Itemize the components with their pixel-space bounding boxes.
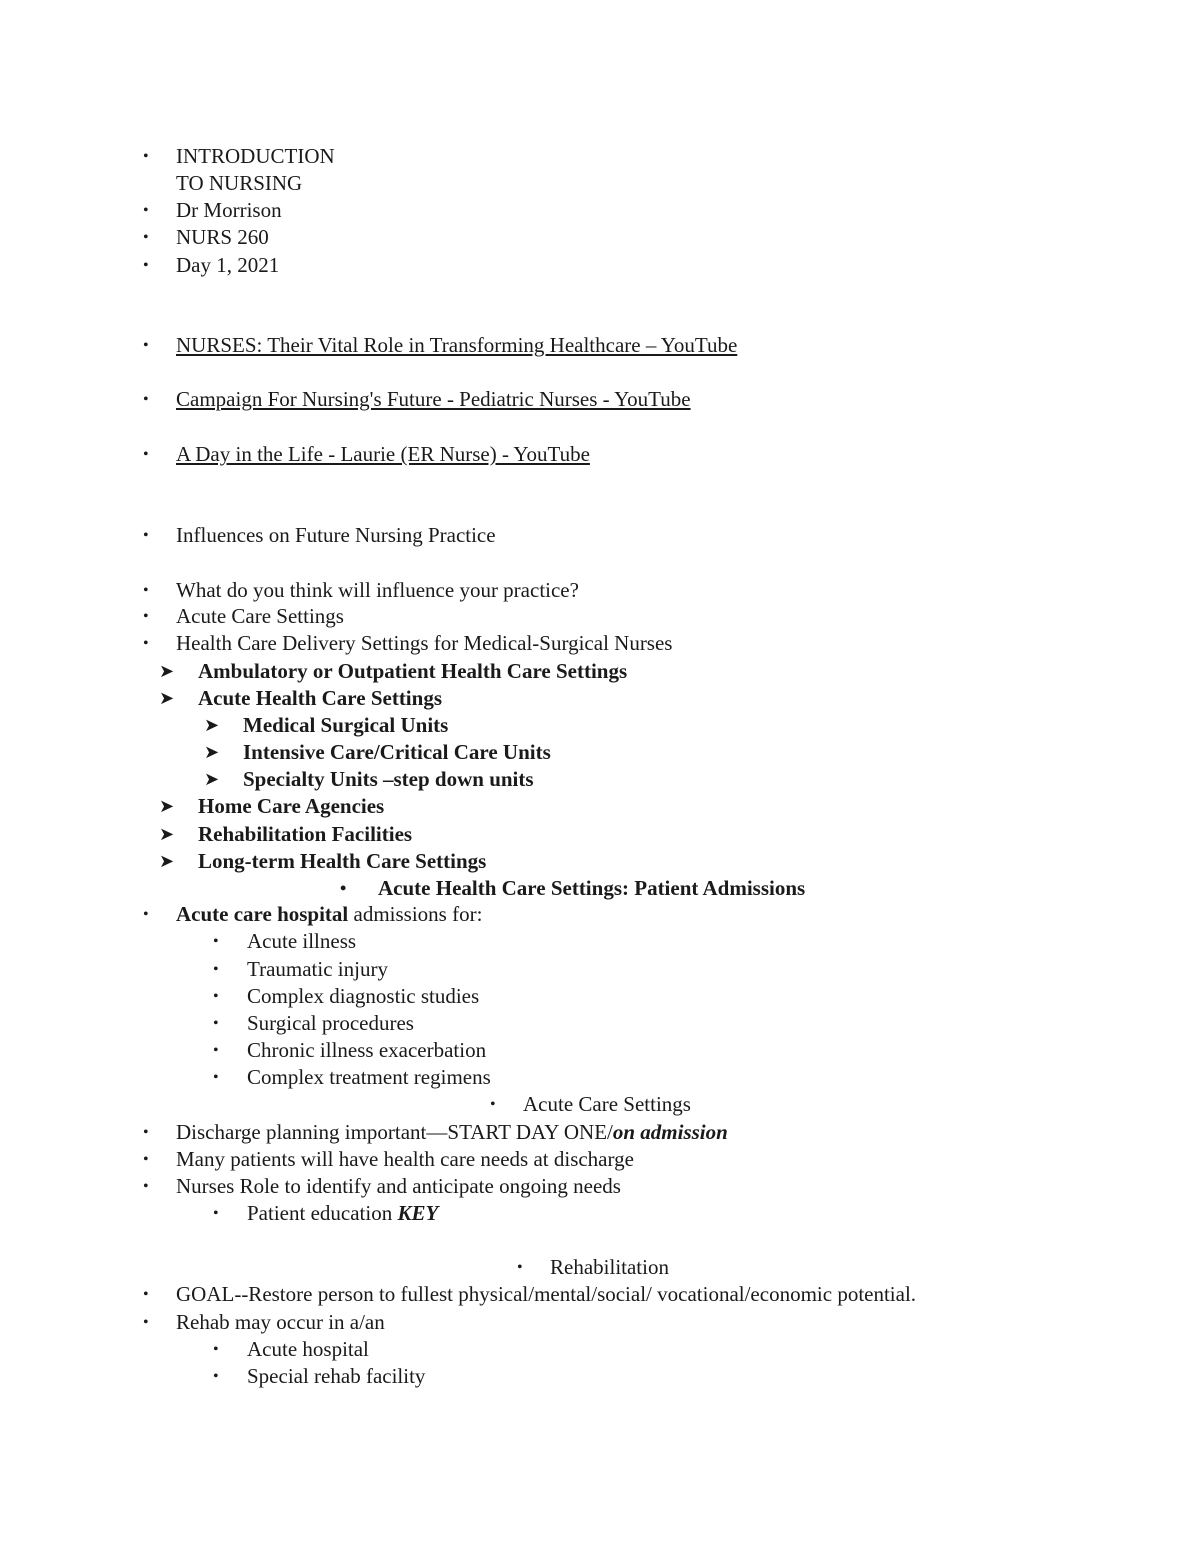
setting-label: Rehabilitation Facilities <box>198 822 413 846</box>
patient-education <box>247 1200 438 1227</box>
delivery-settings-text: Health Care Delivery Settings for Medical-Surgical Nurses <box>176 631 673 655</box>
setting-sublabel: Intensive Care/Critical Care Units <box>243 740 551 764</box>
bullet-icon: • <box>143 257 149 274</box>
admission-reason: Acute illness <box>247 929 357 953</box>
video-link-er-nurse[interactable]: A Day in the Life - Laurie (ER Nurse) - YouTube <box>176 442 590 466</box>
influence-question: What do you think will influence your practice? <box>176 578 579 602</box>
bullet-icon: • <box>213 1069 219 1086</box>
course-code: NURS 260 <box>176 225 269 249</box>
bullet-icon: • <box>143 1286 149 1303</box>
bullet-icon: • <box>143 1178 149 1195</box>
bullet-icon: • <box>517 1259 523 1276</box>
section-heading-influences: Influences on Future Nursing Practice <box>176 523 496 547</box>
bullet-icon: • <box>213 1368 219 1385</box>
admission-reason: Chronic illness exacerbation <box>247 1038 487 1062</box>
admissions-intro <box>176 901 482 928</box>
arrow-bullet-icon: ➤ <box>204 742 220 763</box>
arrow-bullet-icon: ➤ <box>204 715 220 736</box>
bullet-icon: • <box>213 1341 219 1358</box>
bullet-icon: • <box>143 202 149 219</box>
section-heading-admissions: Acute Health Care Settings: Patient Admissions <box>378 876 806 900</box>
rehab-goal: GOAL--Restore person to fullest physical/mental/social/ vocational/economic potential. <box>176 1282 917 1306</box>
acute-care-settings-text: Acute Care Settings <box>176 604 344 628</box>
admissions-intro-rest: admissions for: <box>348 902 483 926</box>
bullet-icon: • <box>143 906 149 923</box>
arrow-bullet-icon: ➤ <box>159 851 175 872</box>
admission-reason: Surgical procedures <box>247 1011 414 1035</box>
discharge-needs: Many patients will have health care needs at discharge <box>176 1147 634 1171</box>
bullet-icon: • <box>143 1314 149 1331</box>
bullet-icon: • <box>143 582 149 599</box>
rehab-place: Special rehab facility <box>247 1364 426 1388</box>
bullet-icon: • <box>213 961 219 978</box>
bullet-icon: • <box>143 1124 149 1141</box>
document-title: INTRODUCTION <box>176 144 335 168</box>
rehab-occur: Rehab may occur in a/an <box>176 1310 385 1334</box>
video-link-pediatric-nurses[interactable]: Campaign For Nursing's Future - Pediatric Nurses - YouTube <box>176 387 691 411</box>
arrow-bullet-icon: ➤ <box>159 796 175 817</box>
discharge-planning <box>176 1119 728 1146</box>
setting-label: Acute Health Care Settings <box>198 686 442 710</box>
bullet-icon: • <box>213 933 219 950</box>
bullet-icon: • <box>213 1205 219 1222</box>
nurses-role: Nurses Role to identify and anticipate ongoing needs <box>176 1174 621 1198</box>
bullet-icon: • <box>213 1015 219 1032</box>
setting-label: Ambulatory or Outpatient Health Care Settings <box>198 659 628 683</box>
admission-reason: Complex treatment regimens <box>247 1065 491 1089</box>
setting-sublabel: Specialty Units –step down units <box>243 767 534 791</box>
bullet-icon: • <box>143 391 149 408</box>
bullet-icon: • <box>143 337 149 354</box>
admission-reason: Complex diagnostic studies <box>247 984 480 1008</box>
bullet-icon: • <box>490 1096 496 1113</box>
section-heading-rehab: Rehabilitation <box>550 1255 669 1279</box>
instructor-name: Dr Morrison <box>176 198 282 222</box>
course-day: Day 1, 2021 <box>176 253 280 277</box>
arrow-bullet-icon: ➤ <box>159 661 175 682</box>
bullet-icon: • <box>213 1042 219 1059</box>
bullet-icon: • <box>143 229 149 246</box>
arrow-bullet-icon: ➤ <box>159 824 175 845</box>
document-title-continued: TO NURSING <box>176 171 303 195</box>
bullet-icon: • <box>143 635 149 652</box>
arrow-bullet-icon: ➤ <box>204 769 220 790</box>
bullet-icon: • <box>143 148 149 165</box>
patient-education-emphasis: KEY <box>397 1201 439 1225</box>
bullet-icon: • <box>143 1151 149 1168</box>
bullet-icon: • <box>143 527 149 544</box>
admission-reason: Traumatic injury <box>247 957 388 981</box>
bullet-icon: • <box>340 878 347 898</box>
section-heading-acute-care: Acute Care Settings <box>523 1092 691 1116</box>
bullet-icon: • <box>143 446 149 463</box>
setting-label: Home Care Agencies <box>198 794 385 818</box>
discharge-planning-text: Discharge planning important—START DAY ONE/ <box>176 1120 613 1144</box>
video-link-nurses-vital-role[interactable]: NURSES: Their Vital Role in Transforming Healthcare – YouTube <box>176 333 738 357</box>
setting-sublabel: Medical Surgical Units <box>243 713 449 737</box>
list-item-continuation <box>176 170 302 197</box>
rehab-place: Acute hospital <box>247 1337 369 1361</box>
patient-education-text: Patient education <box>247 1201 398 1225</box>
bullet-icon: • <box>213 988 219 1005</box>
bullet-icon: • <box>143 608 149 625</box>
discharge-planning-emphasis: on admission <box>612 1120 728 1144</box>
setting-label: Long-term Health Care Settings <box>198 849 487 873</box>
admissions-intro-bold: Acute care hospital <box>176 902 349 926</box>
arrow-bullet-icon: ➤ <box>159 688 175 709</box>
